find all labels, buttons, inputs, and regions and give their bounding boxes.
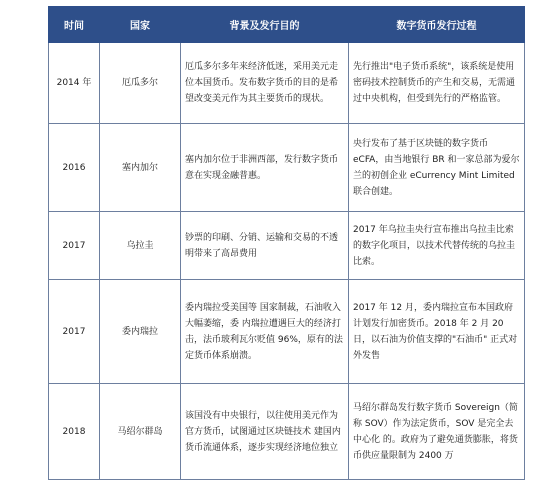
header-row	[49, 7, 525, 43]
cell-year: 2017	[49, 280, 100, 384]
cell-background: 塞内加尔位于非洲西部，发行数字货币意在实现金融普惠。	[181, 124, 349, 212]
cell-background: 钞票的印刷、分销、运输和交易的不透明带来了高昂费用	[181, 212, 349, 280]
cell-process: 2017 年 12 月，委内瑞拉宣布本国政府计划发行加密货币。2018 年 2 月 20 日，以石油为价值支撑的"石油币" 正式对外发售	[349, 280, 525, 384]
cell-country: 塞内加尔	[100, 124, 181, 212]
cell-country: 马绍尔群岛	[100, 384, 181, 480]
cell-background: 厄瓜多尔多年来经济低迷，采用美元走位本国货币。发布数字货币的目的是希望改变美元作为其主要货币的现状。	[181, 43, 349, 124]
cell-process: 先行推出"电子货币系统"，该系统是使用密码技术控制货币的产生和交易，无需通过中央机构，但受到先行的严格监管。	[349, 43, 525, 124]
cell-year: 2014 年	[49, 43, 100, 124]
cell-year: 2018	[49, 384, 100, 480]
table-row	[49, 384, 525, 480]
cell-country: 乌拉圭	[100, 212, 181, 280]
cell-year: 2017	[49, 212, 100, 280]
table-row	[49, 43, 525, 124]
header-country: 国家	[100, 7, 181, 43]
header-background: 背景及发行目的	[181, 7, 349, 43]
cell-process: 马绍尔群岛发行数字货币 Sovereign（简称 SOV）作为法定货币，SOV 是完全去中心化 的。政府为了避免通货膨胀，将货币供应量限制为 2400 万	[349, 384, 525, 480]
table-row	[49, 124, 525, 212]
header-process: 数字货币发行过程	[349, 7, 525, 43]
cell-background: 委内瑞拉受美国等 国家制裁，石油收入大幅萎缩，委 内瑞拉遭遇巨大的经济打击，法币玻利瓦尔贬值 96%，原有的法定货币体系崩溃。	[181, 280, 349, 384]
header-year: 时间	[49, 7, 100, 43]
currency-table	[48, 6, 525, 480]
cell-process: 央行发布了基于区块链的数字货币 eCFA，由当地银行 BR 和一家总部为爱尔兰的初创企业 eCurrency Mint Limited 联合创建。	[349, 124, 525, 212]
cell-background: 该国没有中央银行，以往使用美元作为 官方货币，试图通过区块链技术 建国内货币流通体系，逐步实现经济地位独立	[181, 384, 349, 480]
cell-country: 厄瓜多尔	[100, 43, 181, 124]
table-row	[49, 280, 525, 384]
cell-country: 委内瑞拉	[100, 280, 181, 384]
cell-process: 2017 年乌拉圭央行宣布推出乌拉圭比索的数字化项目，以技术代替传统的乌拉圭比索。	[349, 212, 525, 280]
cell-year: 2016	[49, 124, 100, 212]
table-row	[49, 212, 525, 280]
